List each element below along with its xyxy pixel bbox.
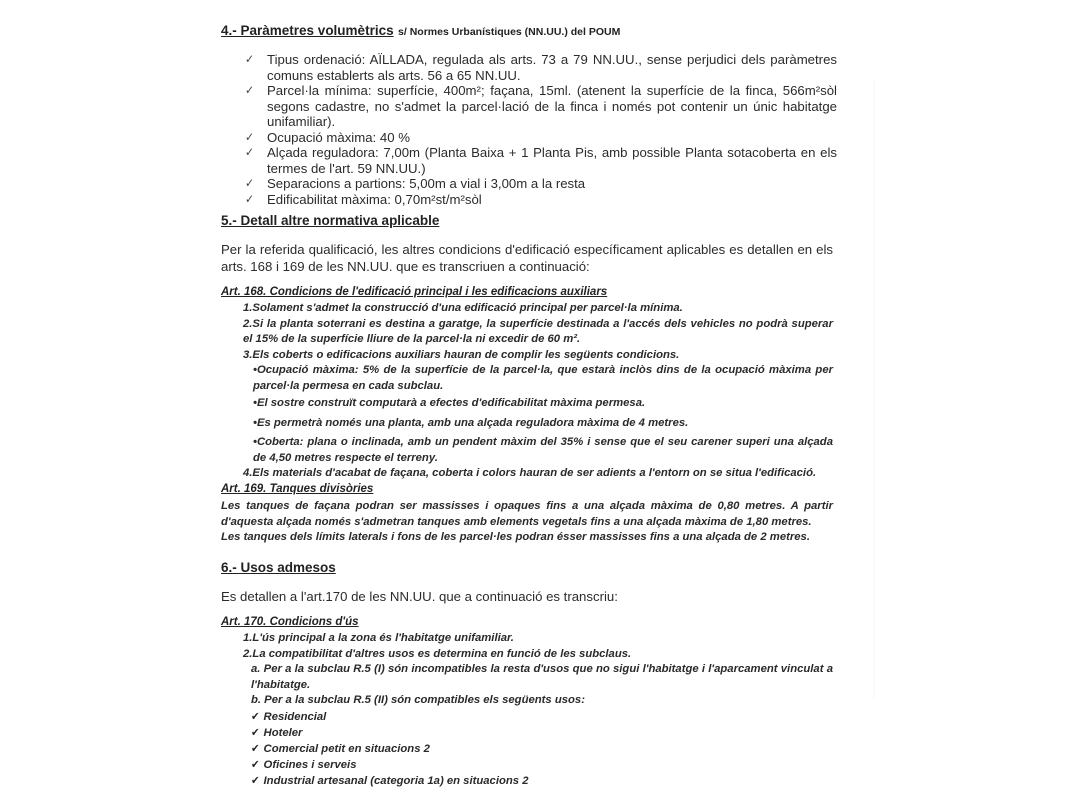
list-item: ✓ Parcel·la mínima: superfície, 400m²; façana, 15ml. (atenent la superfície de la finca, 566m²sòl segons cadastre, no s'admet la parcel·lació de la finca i només pot contenir un únic habitatge unifamiliar). [245, 83, 837, 129]
art-168-bullet: •Coberta: plana o inclinada, amb un pendent màxim del 35% i sense que el seu carener superi una alçada de 4,50 metres respecte el terreny. [253, 436, 833, 464]
section-4-heading [221, 22, 620, 40]
art-168-bullet: •Es permetrà només una planta, amb una alçada reguladora màxima de 4 metres. [253, 416, 689, 429]
section-5-heading [221, 212, 439, 230]
list-item: ✔ Hoteler [251, 726, 303, 739]
list-item: ✔ Oficines i serveis [251, 758, 357, 771]
check-icon: ✔ [251, 742, 260, 755]
art-169-title: Art. 169. Tanques divisòries [221, 483, 374, 495]
list-item: ✓ Alçada reguladora: 7,00m (Planta Baixa + 1 Planta Pis, amb possible Planta sotacoberta en els termes de l'art. 59 NN.UU.) [245, 145, 837, 176]
art-168-clause: 4.Els materials d'acabat de façana, coberta i colors hauran de ser adients a l'entorn on se situa l'edificació. [243, 467, 817, 479]
list-item: ✔ Comercial petit en situacions 2 [251, 742, 430, 755]
art-169-body [221, 499, 833, 546]
compatible-uses-list [243, 709, 833, 789]
section-6-heading [221, 559, 336, 577]
art-168-clause: 2.Si la planta soterrani es destina a garatge, la superfície destinada a l'accés dels vehicles no podrà superar el 15% de la superfície lliure de la parcel·la ni excedir de 60 m². [243, 317, 833, 345]
section-5-intro: Per la referida qualificació, les altres condicions d'edificació específicament aplicables es detallen en els arts. 168 i 169 de les NN.UU. que es transcriuen a continuació: [221, 242, 833, 274]
art-169-paragraph: Les tanques dels límits laterals i fons de les parcel·les podran ésser massisses fins a una alçada de 2 metres. [221, 531, 810, 543]
check-icon: ✓ [245, 52, 255, 66]
art-169-paragraph: Les tanques de façana podran ser massisses i opaques fins a una alçada màxima de 0,80 metres. A partir d'aquesta alçada només s'admetran tanques amb elements vegetals fins a una alçada màxima de 1,80 metres. [221, 500, 833, 528]
art-170-body [243, 631, 833, 789]
art-168-bullet: •Ocupació màxima: 5% de la superfície de la parcel·la, que estarà inclòs dins de la ocupació màxima per parcel·la permesa en cada subclau. [253, 364, 833, 392]
list-item: ✓ Separacions a partions: 5,00m a vial i 3,00m a la resta [245, 176, 586, 191]
section-4-title: 4.- Paràmetres volumètrics [221, 23, 394, 38]
art-170-title: Art. 170. Condicions d'ús [221, 616, 359, 628]
check-icon: ✓ [245, 176, 255, 190]
section-6-intro: Es detallen a l'art.170 de les NN.UU. que a continuació es transcriu: [221, 589, 618, 604]
page-edge-shadow [873, 80, 875, 700]
check-icon: ✓ [245, 83, 255, 97]
art-170-subclause-b: b. Per a la subclau R.5 (II) són compatibles els següents usos: [251, 694, 585, 706]
section-6-title: 6.- Usos admesos [221, 560, 336, 575]
art-170-clause: 1.L'ús principal a la zona és l'habitatge unifamiliar. [243, 632, 514, 644]
art-168-clause: 3.Els coberts o edificacions auxiliars hauran de complir les següents condicions. [243, 348, 680, 361]
check-icon: ✓ [245, 191, 255, 206]
art-168-body [243, 301, 833, 482]
art-168-clause: 1.Solament s'admet la construcció d'una edificació principal per parcel·la mínima. [243, 302, 683, 314]
art-170-subclause-a: a. Per a la subclau R.5 (I) són incompatibles la resta d'usos que no sigui l'habitatge i l'aparcament vinculat a l'habitatge. [251, 663, 833, 691]
list-item: ✓ Edificabilitat màxima: 0,70m²st/m²sòl [245, 191, 482, 207]
check-icon: ✔ [251, 726, 260, 739]
art-168-bullets [243, 363, 833, 466]
check-icon: ✔ [251, 774, 260, 787]
section-4-subtitle: s/ Normes Urbanístiques (NN.UU.) del POUM [398, 26, 621, 38]
list-item: ✓ Ocupació màxima: 40 % [245, 129, 410, 145]
art-168-title: Art. 168. Condicions de l'edificació principal i les edificacions auxiliars [221, 286, 608, 298]
volumetric-parameters-list [245, 52, 837, 207]
art-170-clause: 2.La compatibilitat d'altres usos es determina en funció de les subclaus. [243, 647, 632, 660]
section-5-title: 5.- Detall altre normativa aplicable [221, 213, 440, 228]
check-icon: ✔ [251, 710, 260, 723]
art-168-bullet: •El sostre construït computarà a efectes d'edificabilitat màxima permesa. [253, 397, 646, 409]
list-item: ✓ Tipus ordenació: AÏLLADA, regulada als arts. 73 a 79 NN.UU., sense perjudici dels paràmetres comuns establerts als arts. 56 a 65 NN.UU. [245, 52, 837, 83]
list-item: ✔ Residencial [251, 710, 327, 723]
check-icon: ✔ [251, 758, 260, 771]
check-icon: ✓ [245, 129, 255, 144]
list-item: ✔ Industrial artesanal (categoria 1a) en situacions 2 [251, 774, 529, 787]
check-icon: ✓ [245, 145, 255, 159]
